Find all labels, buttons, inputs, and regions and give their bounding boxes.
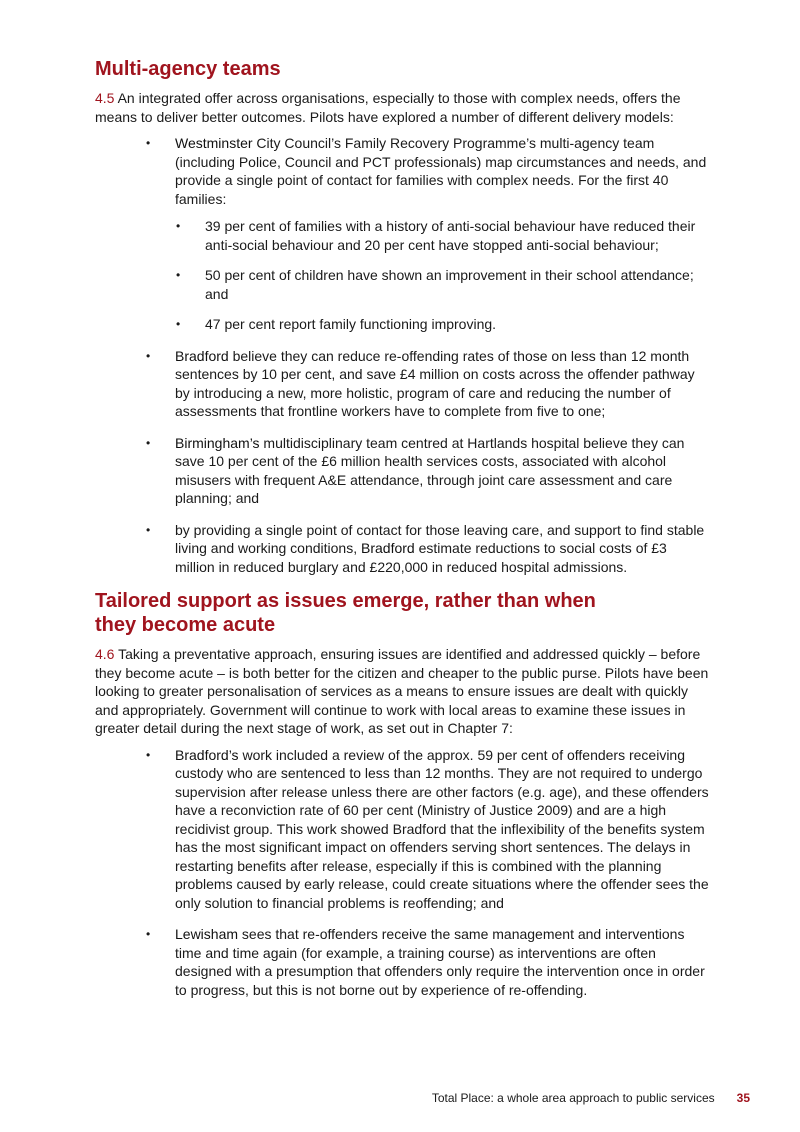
sub-item-text: 39 per cent of families with a history of anti-social behaviour have reduced their anti-social behaviour and 20 per cent have stopped anti-social behaviour; bbox=[205, 218, 696, 253]
paragraph-text: Taking a preventative approach, ensuring issues are identified and addressed quickly – before they become acute – is both better for the citizen and cheaper to the public purse. Pilots have been looking to greater personalisation of services as a means to ensure issues are dealt with quickly and appropriately. Government will continue to work with local areas to examine these issues in greater detail during the next stage of work, as set out in Chapter 7: bbox=[95, 646, 709, 736]
list-item-leaving-care bbox=[146, 521, 710, 577]
bullet-icon: • bbox=[146, 348, 151, 363]
place-name: Bradford bbox=[175, 347, 229, 364]
bullet-icon: • bbox=[176, 268, 181, 282]
list-item-text: multidisciplinary team centred at Hartlands hospital believe they can save 10 per cent of the £6 million health services costs, associated with alcohol misusers with frequent A&E attendance, through joint care assessment and care planning; and bbox=[175, 434, 685, 506]
bullet-icon: • bbox=[146, 747, 151, 762]
bullet-icon: • bbox=[146, 435, 151, 450]
list-item-text: believe they can reduce re-offending rates of those on less than 12 month sentences by 10 per cent, and save £4 million on costs across the offender pathway by introducing a new, more holistic, program of care and reducing the number of assessments that frontline workers have to complete from five to one; bbox=[175, 347, 695, 419]
paragraph-4-6 bbox=[95, 645, 710, 738]
section-heading-multi-agency: Multi-agency teams bbox=[95, 58, 281, 80]
list-item-text: work included a review of the approx. 59 per cent of offenders receiving custody who are sentenced to less than 12 months. They are not required to undergo supervision after release unless there are other factors (e.g. age), and these offenders have a reconviction rate of 60 per cent (Ministry of Justice 2009) and are a high recidivist group. This work showed Bradford that the inflexibility of the benefits system has the most significant impact on offenders serving short sentences. The delays in restarting benefits after release, especially if this is combined with the planning problems caused by early release, could create situations where the offender sees the only solution to financial problems is reoffending; and bbox=[175, 746, 709, 911]
paragraph-number: 4.5 bbox=[95, 90, 115, 106]
sub-list-item bbox=[176, 217, 710, 254]
footer-title: Total Place: a whole area approach to public services bbox=[431, 1091, 715, 1105]
delivery-models-list bbox=[95, 134, 710, 576]
list-item-text: by providing a single point of contact for those leaving care, and support to find stable living and working conditions, bbox=[175, 521, 705, 556]
list-item-text: sees that re-offenders receive the same management and interventions time and time again (for example, a training course) as interventions are often designed with a presumption that offenders only require the intervention once in order to progress, but this is not borne out by experience of re-offending. bbox=[175, 926, 705, 998]
place-name: Lewisham bbox=[175, 926, 239, 942]
list-item-bradford bbox=[146, 347, 710, 421]
list-item-birmingham bbox=[146, 434, 710, 508]
paragraph-4-5 bbox=[95, 89, 710, 126]
place-name: Westminster bbox=[175, 135, 253, 151]
place-name: Bradford bbox=[361, 540, 415, 556]
bullet-icon: • bbox=[146, 136, 151, 150]
page-footer bbox=[432, 1090, 750, 1106]
sub-list-item bbox=[176, 315, 710, 334]
sub-item-text: 47 per cent report family functioning improving. bbox=[205, 316, 497, 332]
paragraph-text: An integrated offer across organisations, especially to those with complex needs, offers the means to deliver better outcomes. Pilots have explored a number of different delivery models: bbox=[95, 90, 681, 125]
sub-item-text: 50 per cent of children have shown an improvement in their school attendance; and bbox=[205, 267, 694, 302]
personalisation-list bbox=[95, 746, 710, 1000]
paragraph-number: 4.6 bbox=[95, 646, 115, 662]
list-item-text: City Council’s Family Recovery Programme’s multi-agency team (including Police, Council and PCT professionals) map circumstances and needs, and provide a single point of contact for families with complex needs. For the first 40 families: bbox=[175, 135, 707, 207]
page-content bbox=[95, 57, 710, 1012]
page-number: 35 bbox=[736, 1091, 750, 1105]
bullet-icon: • bbox=[176, 219, 181, 233]
place-name: Birmingham’s bbox=[175, 434, 260, 451]
section-heading-tailored-support: Tailored support as issues emerge, rather than when they become acute bbox=[95, 590, 596, 636]
bullet-icon: • bbox=[176, 317, 181, 331]
list-item-westminster bbox=[146, 134, 710, 334]
bullet-icon: • bbox=[146, 927, 151, 941]
list-item-text: estimate reductions to social costs of £3 million in reduced burglary and £220,000 in reduced hospital admissions. bbox=[175, 540, 667, 575]
list-item-bradford-review bbox=[146, 746, 710, 913]
westminster-outcomes-list bbox=[175, 217, 710, 334]
place-name: Bradford’s bbox=[175, 746, 239, 763]
bullet-icon: • bbox=[146, 522, 151, 537]
sub-list-item bbox=[176, 266, 710, 303]
list-item-lewisham bbox=[146, 925, 710, 999]
